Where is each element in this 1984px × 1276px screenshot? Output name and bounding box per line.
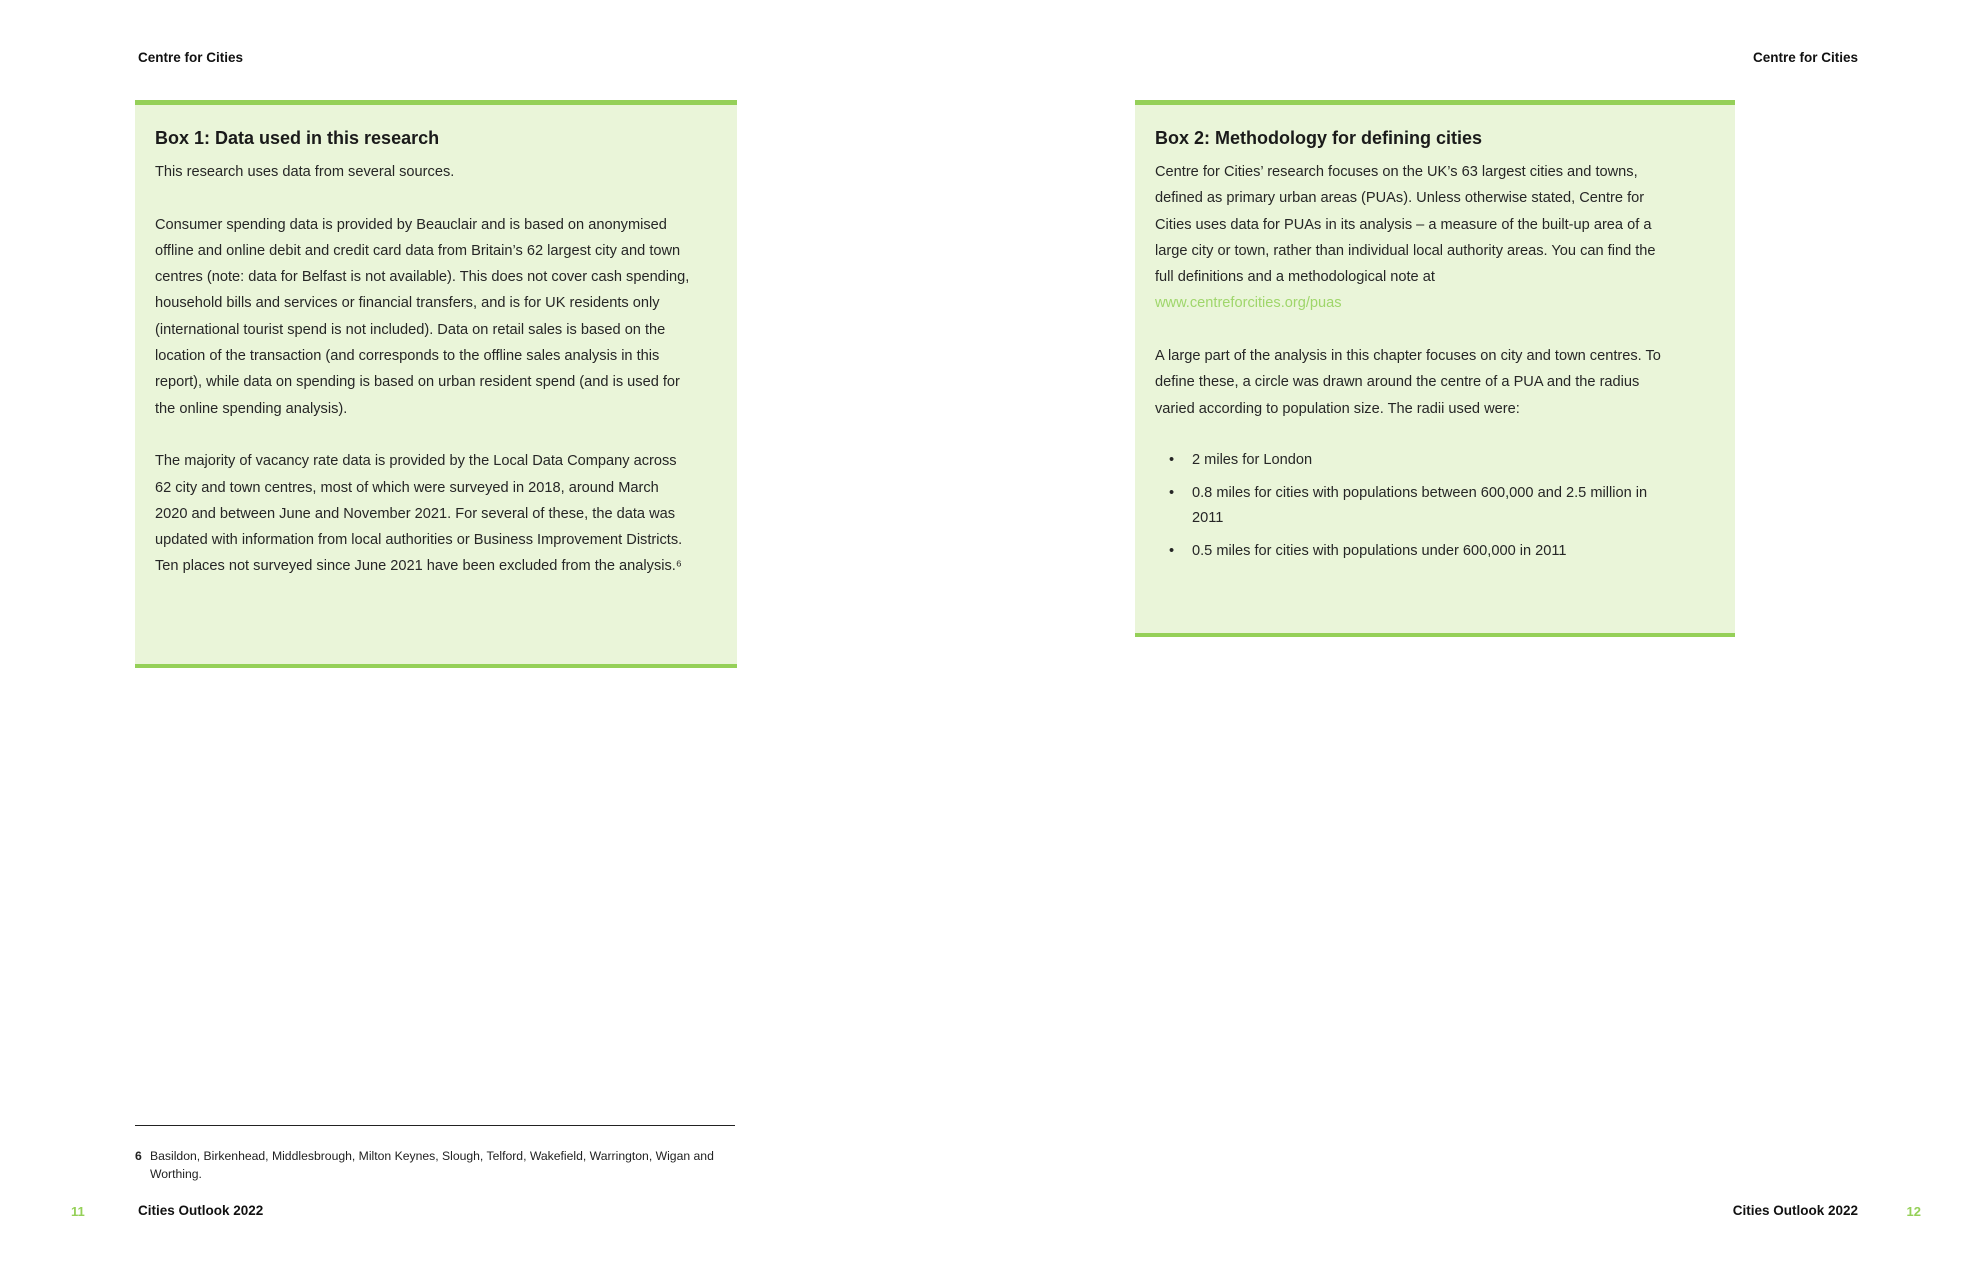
box-1-paragraph-intro: This research uses data from several sources.: [155, 164, 455, 180]
page-number-right: 12: [1906, 1204, 1921, 1219]
list-item: [1155, 448, 1655, 473]
puas-definition-link[interactable]: www.centreforcities.org/puas: [1155, 295, 1342, 312]
list-item-text: 0.8 miles for cities with populations between 600,000 and 2.5 million in 2011: [1192, 485, 1648, 527]
box-2-paragraph-definitions-text: Centre for Cities’ research focuses on the UK’s 63 largest cities and towns, defined as primary urban areas (PUAs). Unless otherwise stated, Centre for Cities uses data for PUAs in its analysis – a measure of the built-up area of a large city or town, rather than individual local authority areas. You can find the full definitions and a methodological note at: [1155, 164, 1656, 286]
header-publisher-right: Centre for Cities: [1752, 50, 1858, 65]
footnote-divider: [135, 1125, 735, 1126]
bullet-icon: •: [1169, 485, 1175, 502]
bullet-icon: •: [1169, 543, 1175, 560]
footnote-text: Basildon, Birkenhead, Middlesbrough, Milton Keynes, Slough, Telford, Wakefield, Warrington, Wigan and Worthing.: [150, 1149, 714, 1181]
box-2-title: Box 2: Methodology for defining cities: [1155, 128, 1483, 148]
page-number-left: 11: [71, 1204, 85, 1219]
box-1-data-sources: [135, 100, 737, 668]
footer-title-right: Cities Outlook 2022: [1732, 1203, 1858, 1218]
box-2-paragraph-town-centres: A large part of the analysis in this chapter focuses on city and town centres. To define these, a circle was drawn around the centre of a PUA and the radius varied according to population size. The radii used were:: [1155, 348, 1661, 417]
box-2-paragraph-definitions: [1155, 159, 1665, 317]
box-1-paragraph-consumer-spending: Consumer spending data is provided by Beauclair and is based on anonymised offline and online debit and credit card data from Britain’s 62 largest city and town centres (note: data for Belfast is not available). This does not cover cash spending, household bills and services or financial transfers, and is for UK residents only (international tourist spend is not included). Data on retail sales is based on the location of the transaction (and corresponds to the offline sales analysis in this report), while data on spending is based on urban resident spend (and is used for the online spending analysis).: [155, 216, 690, 417]
list-item-text: 0.5 miles for cities with populations under 600,000 in 2011: [1192, 543, 1567, 560]
list-item: [1155, 481, 1655, 531]
list-item: [1155, 539, 1655, 564]
header-publisher-left: Centre for Cities: [138, 50, 244, 65]
list-item-text: 2 miles for London: [1192, 452, 1313, 469]
box-1-title: Box 1: Data used in this research: [155, 128, 440, 148]
box-1-paragraph-vacancy-rate: The majority of vacancy rate data is provided by the Local Data Company across 62 city and town centres, most of which were surveyed in 2018, around March 2020 and between June and November 2021. For several of these, the data was updated with information from local authorities or Business Improvement Districts. Ten places not surveyed since June 2021 have been excluded from the analysis.⁶: [155, 453, 683, 575]
footer-title-left: Cities Outlook 2022: [138, 1203, 264, 1218]
bullet-icon: •: [1169, 452, 1175, 469]
footnote-number: 6: [135, 1149, 142, 1163]
box-2-methodology: [1135, 100, 1735, 637]
footnote: [135, 1147, 735, 1183]
radii-list: [1155, 448, 1655, 564]
